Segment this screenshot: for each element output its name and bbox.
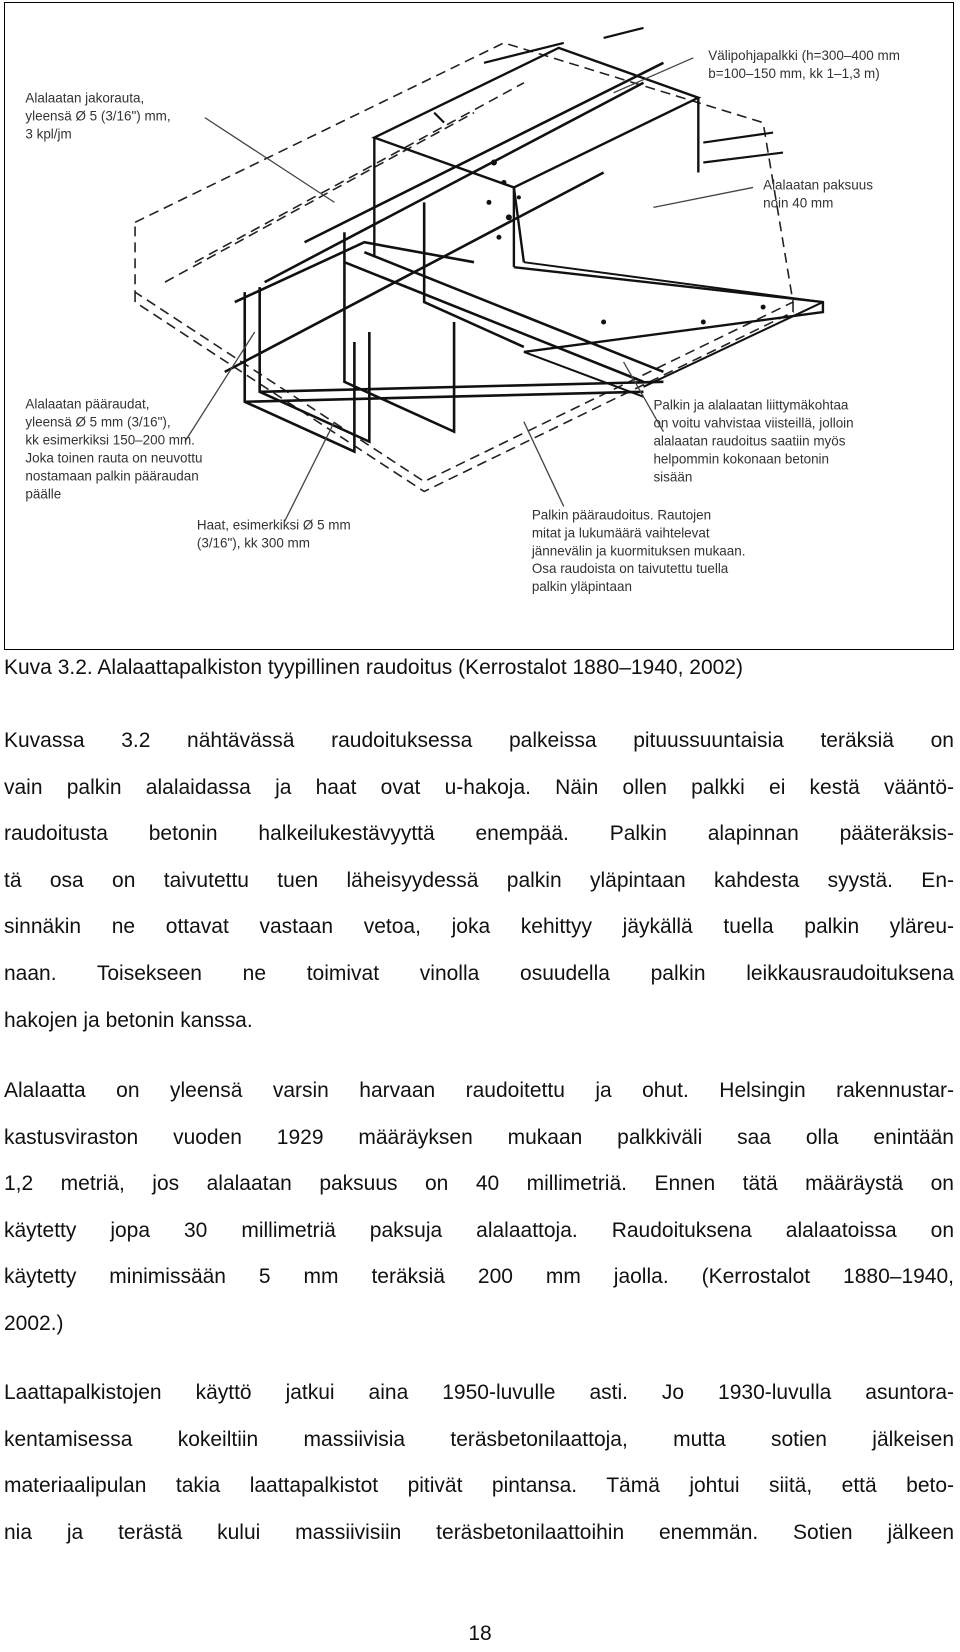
label-right-mid-line-1: Alalaatan paksuus	[763, 177, 873, 193]
paragraph-line: käytetty jopa 30 millimetriä paksuja alalaattoja. Raudoituksena alalaatoissa on	[4, 1218, 954, 1242]
figure-caption: Kuva 3.2. Alalaattapalkiston tyypillinen raudoitus (Kerrostalot 1880–1940, 2002)	[4, 656, 743, 679]
label-top-left-line-2: yleensä Ø 5 (3/16") mm,	[25, 108, 171, 124]
paragraph-line: tä osa on taivutettu tuen läheisyydessä palkin yläpintaan kahdesta syystä. En-	[4, 868, 954, 892]
label-right-bottom	[653, 398, 853, 485]
label-top-left	[25, 91, 170, 142]
label-bottom-center	[197, 517, 351, 550]
figure-reinforcement-drawing	[4, 2, 954, 650]
label-left-bottom-line-3: kk esimerkiksi 150–200 mm.	[25, 432, 195, 448]
reinforcement-illustration	[5, 3, 953, 649]
label-bottom-right-line-1: Palkin pääraudoitus. Rautojen	[531, 507, 712, 523]
label-left-bottom-line-4: Joka toinen rauta on neuvottu	[25, 450, 203, 466]
label-right-bottom-line-1: Palkin ja alalaatan liittymäkohtaa	[653, 397, 849, 413]
paragraph-line: 2002.)	[4, 1311, 64, 1335]
label-bottom-right	[531, 507, 746, 594]
page-number: 18	[468, 1622, 492, 1645]
paragraph-line: kentamisessa kokeiltiin massiivisia teräsbetonilaattoja, mutta sotien jälkeisen	[4, 1427, 954, 1451]
label-top-left-line-3: 3 kpl/jm	[25, 126, 72, 142]
label-left-bottom-line-2: yleensä Ø 5 mm (3/16"),	[25, 414, 171, 430]
label-bottom-right-line-3: jännevälin ja kuormituksen mukaan.	[531, 543, 746, 559]
label-bottom-center-line-1: Haat, esimerkiksi Ø 5 mm	[196, 517, 351, 533]
paragraph-1	[4, 718, 954, 1044]
paragraph-line: käytetty minimissään 5 mm teräksiä 200 mm jaolla. (Kerrostalot 1880–1940,	[4, 1265, 954, 1289]
paragraph-line: Alalaatta on yleensä varsin harvaan raudoitettu ja ohut. Helsingin rakennustar-	[4, 1079, 954, 1102]
paragraph-2	[4, 1068, 954, 1348]
label-bottom-right-line-5: palkin yläpintaan	[531, 579, 632, 595]
label-right-bottom-line-5: sisään	[653, 469, 693, 485]
paragraph-line: raudoitusta betonin halkeilukestävyyttä enempää. Palkin alapinnan pääteräksis-	[4, 822, 954, 846]
paragraph-line: Kuvassa 3.2 nähtävässä raudoituksessa palkeissa pituussuuntaisia teräksiä on	[4, 729, 954, 752]
label-left-bottom-line-1: Alalaatan pääraudat,	[25, 396, 150, 412]
paragraph-line: naan. Toisekseen ne toimivat vinolla osuudella palkin leikkausraudoituksena	[4, 961, 954, 985]
paragraph-3	[4, 1370, 954, 1556]
label-right-mid-line-2: noin 40 mm	[763, 195, 834, 211]
paragraph-line: hakojen ja betonin kanssa.	[4, 1008, 253, 1032]
label-top-right	[708, 48, 900, 81]
paragraph-line: nia ja terästä kului massiivisiin teräsbetonilaattoihin enemmän. Sotien jälkeen	[4, 1520, 954, 1544]
label-left-bottom	[25, 397, 202, 502]
label-left-bottom-line-6: päälle	[25, 486, 62, 502]
label-left-bottom-line-5: nostamaan palkin pääraudan	[25, 468, 199, 484]
paragraph-line: 1,2 metriä, jos alalaatan paksuus on 40 millimetriä. Ennen tätä määräystä on	[4, 1172, 954, 1196]
label-top-left-line-1: Alalaatan jakorauta,	[25, 90, 145, 106]
label-top-right-line-2: b=100–150 mm, kk 1–1,3 m)	[708, 65, 880, 81]
label-top-right-line-1: Välipohjapalkki (h=300–400 mm	[708, 47, 900, 63]
paragraph-line: vain palkin alalaidassa ja haat ovat u-hakoja. Näin ollen palkki ei kestä vääntö-	[4, 775, 954, 799]
label-right-bottom-line-2: on voitu vahvistaa viisteillä, jolloin	[653, 415, 854, 431]
paragraph-line: kastusviraston vuoden 1929 määräyksen mukaan palkkiväli saa olla enintään	[4, 1125, 954, 1149]
label-bottom-right-line-2: mitat ja lukumäärä vaihtelevat	[531, 525, 710, 541]
label-right-mid	[763, 177, 873, 210]
label-right-bottom-line-3: alalaatan raudoitus saatiin myös	[653, 433, 846, 449]
label-bottom-center-line-2: (3/16"), kk 300 mm	[196, 535, 310, 551]
paragraph-line: materiaalipulan takia laattapalkistot pitivät pintansa. Tämä johtui siitä, että beto-	[4, 1474, 954, 1498]
paragraph-line: Laattapalkistojen käyttö jatkui aina 1950-luvulle asti. Jo 1930-luvulla asuntora-	[4, 1381, 954, 1404]
paragraph-line: sinnäkin ne ottavat vastaan vetoa, joka kehittyy jäykällä tuella palkin yläreu-	[4, 915, 954, 939]
label-right-bottom-line-4: helpommin kokonaan betonin	[653, 451, 830, 467]
label-bottom-right-line-4: Osa raudoista on taivutettu tuella	[531, 561, 729, 577]
